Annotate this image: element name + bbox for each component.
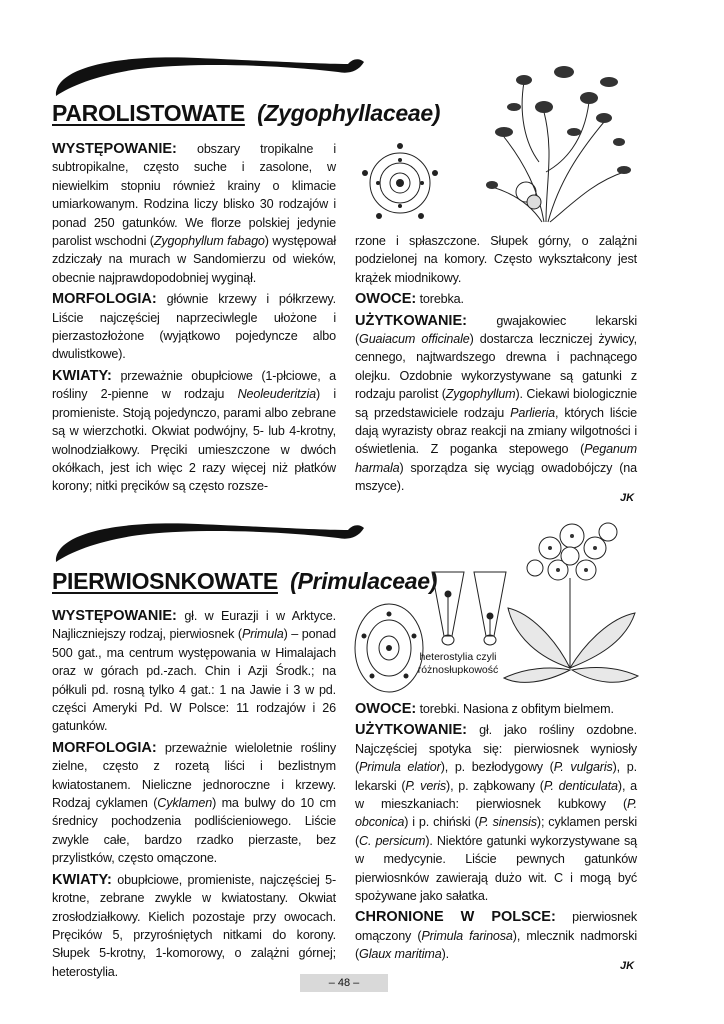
section-2-morphology (52, 739, 336, 868)
text-run: torebki. Nasiona z obfitym bielmem. (416, 702, 614, 716)
section-1-left-column (52, 140, 336, 499)
section-1-flowers (52, 367, 336, 496)
text-run: gł. jako rośliny ozdobne. Najczęściej spotyka się: pierwiosnek wyniosły ( (355, 723, 637, 775)
text-run: ); cyklamen perski ( (355, 815, 637, 848)
text-run: ). Niektóre gatunki wykorzystywane są w medycynie. Liście pewnych gatunków pierwiosnków zawierają dużo wit. C i mogą być spożywane jako sałatka. (355, 833, 638, 904)
latin-name: Parlieria (510, 405, 555, 420)
heterostyly-flower-sections (426, 566, 512, 652)
flowers-label: KWIATY: (52, 871, 112, 888)
section-2-occurrence (52, 607, 336, 736)
section-1-signature: JK (620, 492, 635, 504)
section-2-use (355, 721, 637, 905)
text-run: przeważnie obupłciowe (1-płciowe, a rośliny 2-pienne w rodzaju (52, 368, 336, 402)
section-2-title-latin: (Primulaceae) (290, 568, 438, 594)
use-label: UŻYTKOWANIE: (355, 722, 467, 739)
primula-floral-diagram (352, 600, 426, 696)
page-number: – 48 – (300, 974, 388, 992)
text-run: ). Ciekawi biologicznie są przedstawiciele rodzaju (355, 387, 637, 420)
text-run: gł. w Eurazji i w Arktyce. Najliczniejszy rodzaj, pierwiosnek ( (52, 609, 336, 642)
section-2-flowers (52, 871, 336, 981)
section-1-occurrence (52, 140, 336, 287)
section-2-left-column (52, 607, 336, 984)
text-run: ), mlecznik nadmorski ( (355, 928, 637, 962)
latin-name: Neoleuderitzia (237, 387, 316, 402)
text-run: ), a w mieszkaniach: pierwiosnek kubkowy ( (355, 778, 637, 812)
section-2-title (52, 568, 437, 595)
latin-name: Primula farinosa (421, 928, 513, 943)
text-run: obupłciowe, promieniste, najczęściej 5-krotne, zebrane zwykle w kwiatostany. Okwiat zrosłodziałkowy. Kielich pozostaje przy owocach. Pręcików 5, przyrośniętych nitkami do korony. Słupek 5-krotny, 1-komorowy, o zalążni górnej; heterostylia. (52, 872, 336, 979)
section-1-fruit (355, 290, 637, 308)
latin-name: P. obconica (355, 797, 637, 830)
protected-label: CHRONIONE W POLSCE: (355, 909, 556, 926)
latin-name: C. persicum (359, 833, 426, 848)
text-run: ), p. bezłodygowy ( (440, 760, 554, 775)
text-run: pierwiosnek omączony ( (355, 910, 637, 943)
latin-name: P. sinensis (478, 815, 537, 830)
text-run: obszary tropikalne i subtropikalne, często suche i zasolone, w niewielkim stopniu również krainy o klimacie umiarkowanym. Rodzina liczy blisko 30 rodzajów i ponad 250 gatunków. We florze polskiej jedynie parolist wschodni ( (52, 142, 336, 249)
latin-name: Guaiacum officinale (359, 332, 470, 347)
latin-name: P. vulgaris (553, 760, 613, 775)
decorative-swoosh-2 (48, 516, 368, 566)
text-run: przeważnie wieloletnie rośliny zielne, często z rozetą liści i bezlistnym kwiatostanem. Nieliczne jednoroczne i krzewy. Rodzaj cyklamen ( (52, 740, 336, 811)
section-1-title-latin: (Zygophyllaceae) (257, 100, 441, 126)
latin-name: Primula elatior (359, 760, 441, 775)
section-2-fruit (355, 700, 637, 718)
zygophyllum-floral-diagram (355, 138, 445, 228)
text-run: ), p. ząbkowany ( (446, 778, 544, 793)
section-2-signature: JK (620, 960, 635, 972)
occurrence-label: WYSTĘPOWANIE: (52, 141, 177, 157)
text-run: ). (441, 947, 450, 962)
fruit-label: OWOCE: (355, 701, 417, 717)
latin-name: Glaux maritima (359, 947, 442, 962)
decorative-swoosh-1 (48, 50, 368, 100)
morphology-label: MORFOLOGIA: (52, 739, 157, 756)
text-run: ) i promieniste. Stoją pojedynczo, parami albo zebrane są w wierzchotki. Okwiat podwójny, 5- lub 4-krotny, wolnodziałkowy. Pręciki umieszczone w dwóch okółkach, jest ich więc 2 razy więcej niż płatków korony; nitki pręcików są często rozsze- (52, 387, 336, 494)
text-run: ) dostarcza leczniczej żywicy, cennego, najtwardszego drewna i pachnącego olejku. Ozdobnie wykorzystywane są gatunki z rodzaju parolist ( (355, 332, 637, 402)
section-1-use (355, 312, 637, 496)
use-label: UŻYTKOWANIE: (355, 312, 467, 329)
section-1-title-polish: PAROLISTOWATE (52, 100, 245, 126)
text-run: głównie krzewy i półkrzewy. Liście najczęściej naprzeciwlegle ułożone i pierzastozłożone (wyjątkowo pojedyncze albo dwulistkowe). (52, 292, 336, 362)
latin-name: P. veris (405, 778, 447, 793)
section-1-title (52, 100, 440, 127)
text-run: ) – ponad 500 gat., ma centrum występowania w Himalajach oraz w górach pd.-zach. Chin i Azji Środk.; na półkuli pd. rosną tylko 4 gat.: 1 na Jawie i 3 w pd. części Ameryki Pd. W Polsce: 11 rodzajów i 26 gatunków. (52, 627, 337, 734)
primula-plant-illustration (500, 518, 640, 694)
section-2-right-column (355, 700, 637, 967)
latin-name: Cyklamen (157, 796, 213, 811)
latin-name: P. denticulata (543, 778, 618, 793)
fruit-label: OWOCE: (355, 291, 417, 308)
flowers-label: KWIATY: (52, 367, 112, 384)
text-run: ) sporządza się wyciąg owadobójczy (na mszyce). (355, 460, 637, 494)
section-2-title-polish: PIERWIOSNKOWATE (52, 568, 278, 594)
zygophyllum-plant-illustration (484, 52, 634, 232)
latin-name: Zygophyllum (445, 387, 516, 402)
section-2-protected (355, 908, 637, 963)
latin-name: Peganum harmala (355, 442, 637, 475)
morphology-label: MORFOLOGIA: (52, 291, 157, 308)
heterostyly-caption: heterostylia czyli różnosłupkowość (417, 651, 499, 676)
latin-name: Primula (241, 627, 284, 642)
text-run: torebka. (416, 292, 464, 307)
text-run: ) występował zdziczały na murach w Sandomierzu od wieków, obecnie najprawdopodobniej wyginął. (52, 234, 336, 285)
latin-name: Zygophyllum fabago (153, 234, 265, 249)
text-run: , których liście dają wyrazisty obraz reakcji na zmiany wilgotności i oświetlenia. Z poganka stepowego ( (355, 405, 637, 457)
text-run: ) i p. chiński ( (404, 815, 479, 830)
text-run: gwajakowiec lekarski ( (355, 313, 637, 347)
occurrence-label: WYSTĘPOWANIE: (52, 608, 177, 624)
text-run: ), p. lekarski ( (355, 760, 637, 793)
text-run: ) ma bulwy do 10 cm średnicy pochodzenia podliścieniowego. Liście zwykle całe, bardzo rzadko pierzaste, bez przylistków, często omączone. (52, 796, 336, 866)
section-1-morphology (52, 290, 336, 364)
section-1-flowers-continued: rzone i spłaszczone. Słupek górny, o zalążni podzielonej na komory. Często wykształcony jest krążek miodnikowy. (355, 234, 637, 285)
section-1-right-column (355, 232, 637, 499)
